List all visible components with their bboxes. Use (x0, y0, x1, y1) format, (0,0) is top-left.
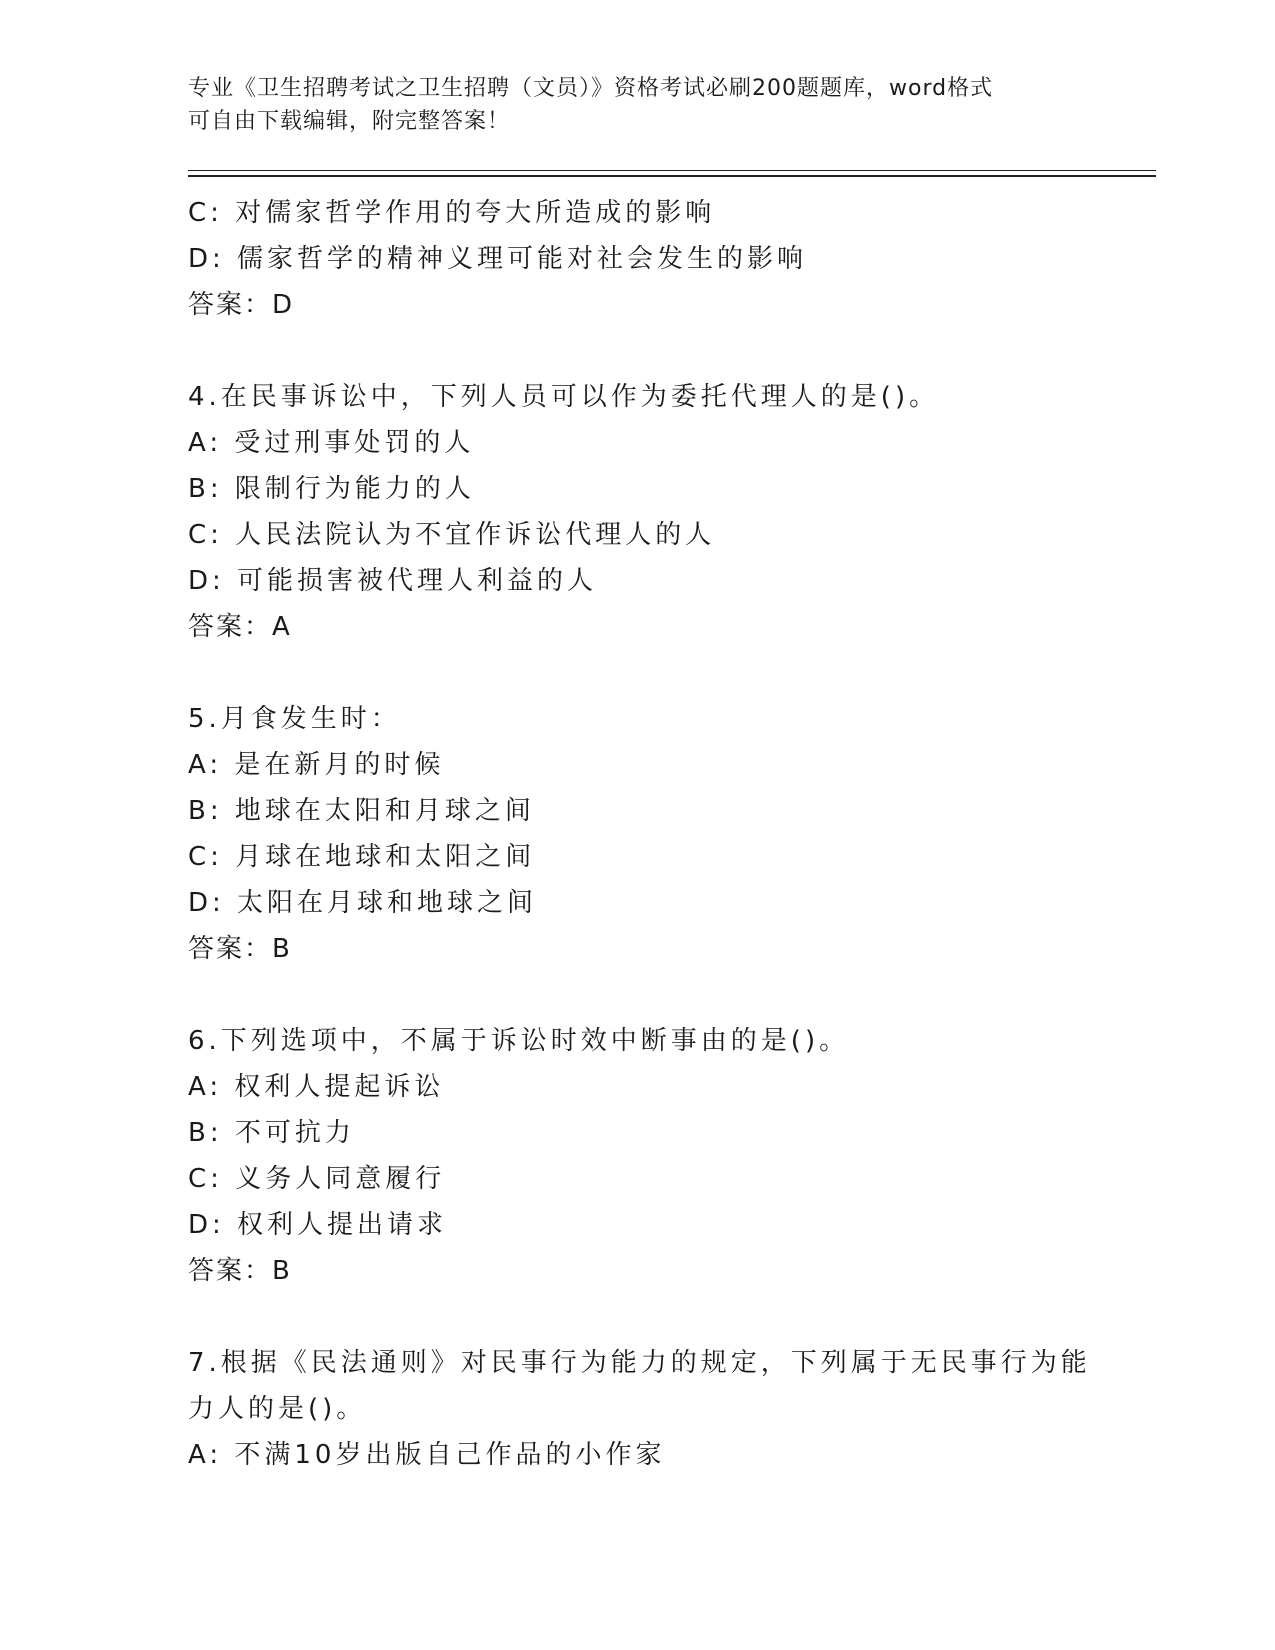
option-text: 不可抗力 (234, 1118, 355, 1148)
option-text: 可能损害被代理人利益的人 (237, 566, 598, 596)
header-divider-thin (188, 170, 1156, 171)
option-text: 义务人同意履行 (235, 1164, 446, 1194)
header-divider-thick (188, 175, 1156, 177)
option-d (188, 236, 1068, 282)
answer-line: 答案：B (188, 1256, 292, 1286)
option-letter: D: (188, 888, 225, 918)
option-text: 受过刑事处罚的人 (234, 428, 475, 458)
option-a (188, 1432, 1068, 1478)
option-letter: A: (188, 1440, 223, 1470)
option-letter: D: (188, 244, 225, 274)
option-b (188, 788, 1068, 834)
option-a (188, 420, 1068, 466)
option-text: 权利人提出请求 (237, 1210, 448, 1240)
question-stem: 6.下列选项中，不属于诉讼时效中断事由的是()。 (188, 1026, 850, 1056)
question-stem-line-2: 力人的是()。 (188, 1394, 367, 1424)
header-title-line-1: 专业《卫生招聘考试之卫生招聘（文员）》资格考试必刷200题题库，word格式 (188, 76, 994, 101)
option-letter: C: (188, 198, 223, 228)
option-d (188, 880, 1068, 926)
option-text: 太阳在月球和地球之间 (237, 888, 538, 918)
option-text: 儒家哲学的精神义理可能对社会发生的影响 (237, 244, 808, 274)
option-letter: D: (188, 566, 225, 596)
option-text: 不满10岁出版自己作品的小作家 (234, 1440, 666, 1470)
option-c (188, 512, 1068, 558)
option-c (188, 1156, 1068, 1202)
option-text: 对儒家哲学作用的夸大所造成的影响 (235, 198, 716, 228)
spacer (188, 328, 1068, 374)
question-stem: 5.月食发生时： (188, 704, 401, 734)
question-list (188, 190, 1091, 1478)
option-text: 人民法院认为不宜作诉讼代理人的人 (235, 520, 716, 550)
document-header (188, 72, 1068, 138)
answer-line: 答案：B (188, 934, 292, 964)
question-5 (188, 696, 1068, 972)
option-letter: A: (188, 750, 223, 780)
question-stem-line-1: 7.根据《民法通则》对民事行为能力的规定，下列属于无民事行为能 (188, 1348, 1091, 1378)
option-letter: B: (188, 1118, 223, 1148)
option-text: 地球在太阳和月球之间 (234, 796, 535, 826)
option-c (188, 190, 1068, 236)
option-d (188, 1202, 1068, 1248)
question-4 (188, 374, 1068, 650)
option-a (188, 742, 1068, 788)
option-d (188, 558, 1068, 604)
spacer (188, 650, 1068, 696)
option-text: 月球在地球和太阳之间 (235, 842, 536, 872)
option-letter: B: (188, 796, 223, 826)
spacer (188, 1294, 1068, 1340)
option-letter: C: (188, 520, 223, 550)
question-3-continued (188, 190, 1068, 328)
answer-line: 答案：A (188, 612, 292, 642)
option-letter: A: (188, 428, 223, 458)
option-letter: A: (188, 1072, 223, 1102)
option-text: 权利人提起诉讼 (234, 1072, 445, 1102)
spacer (188, 972, 1068, 1018)
option-letter: C: (188, 842, 223, 872)
option-letter: C: (188, 1164, 223, 1194)
header-title-line-2: 可自由下载编辑，附完整答案！ (188, 109, 511, 134)
question-6 (188, 1018, 1068, 1294)
answer-line: 答案：D (188, 290, 295, 320)
option-a (188, 1064, 1068, 1110)
option-letter: D: (188, 1210, 225, 1240)
option-letter: B: (188, 474, 223, 504)
option-c (188, 834, 1068, 880)
question-7 (188, 1340, 1091, 1478)
option-text: 限制行为能力的人 (234, 474, 475, 504)
option-b (188, 466, 1068, 512)
option-b (188, 1110, 1068, 1156)
option-text: 是在新月的时候 (234, 750, 445, 780)
question-stem: 4.在民事诉讼中，下列人员可以作为委托代理人的是()。 (188, 382, 940, 412)
